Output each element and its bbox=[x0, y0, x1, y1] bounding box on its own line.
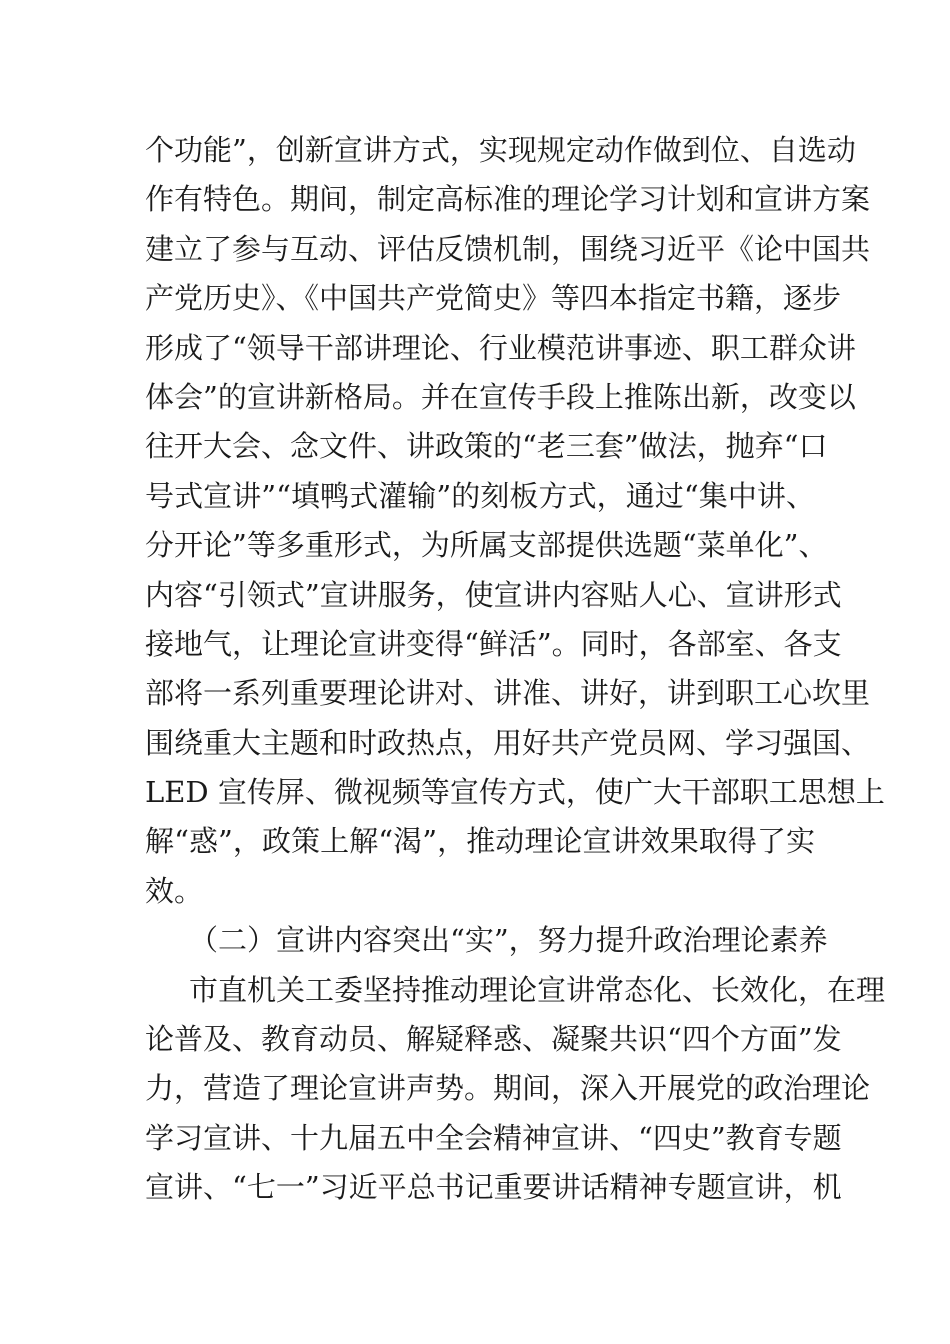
paragraph-line: 产党历史》、《中国共产党简史》等四本指定书籍，逐步 bbox=[145, 281, 842, 316]
paragraph-line: 号式宣讲”“填鸭式灌输”的刻板方式，通过“集中讲、 bbox=[145, 478, 815, 513]
paragraph-line: 部将一系列重要理论讲对、讲准、讲好，讲到职工心坎里 bbox=[145, 676, 871, 711]
paragraph-line: 力，营造了理论宣讲声势。期间，深入开展党的政治理论 bbox=[145, 1071, 871, 1106]
paragraph-line: 体会”的宣讲新格局。并在宣传手段上推陈出新，改变以 bbox=[145, 379, 856, 414]
section-heading: （二）宣讲内容突出“实”，努力提升政治理论素养 bbox=[189, 923, 828, 958]
paragraph-line: LED 宣传屏、微视频等宣传方式，使广大干部职工思想上 bbox=[145, 775, 885, 810]
paragraph-line: 往开大会、念文件、讲政策的“老三套”做法，抛弃“口 bbox=[145, 429, 828, 464]
paragraph-line: 学习宣讲、十九届五中全会精神宣讲、“四史”教育专题 bbox=[145, 1120, 842, 1155]
paragraph-line: 内容“引领式”宣讲服务，使宣讲内容贴人心、宣讲形式 bbox=[145, 577, 842, 612]
paragraph-line: 效。 bbox=[145, 873, 204, 908]
paragraph-line: 解“惑”，政策上解“渴”，推动理论宣讲效果取得了实 bbox=[145, 824, 815, 859]
paragraph-line: 市直机关工委坚持推动理论宣讲常态化、长效化，在理 bbox=[189, 972, 886, 1007]
paragraph-line: 论普及、教育动员、解疑释惑、凝聚共识“四个方面”发 bbox=[145, 1022, 842, 1057]
paragraph-line: 个功能”，创新宣讲方式，实现规定动作做到位、自选动 bbox=[145, 133, 856, 167]
paragraph-line: 接地气，让理论宣讲变得“鲜活”。同时，各部室、各支 bbox=[145, 626, 842, 661]
paragraph-line: 建立了参与互动、评估反馈机制，围绕习近平《论中国共 bbox=[145, 231, 871, 266]
paragraph-line: 宣讲、“七一”习近平总书记重要讲话精神专题宣讲，机 bbox=[145, 1170, 842, 1205]
document-body bbox=[145, 126, 886, 1213]
paragraph-line: 围绕重大主题和时政热点，用好共产党员网、学习强国、 bbox=[145, 725, 871, 760]
paragraph-line: 作有特色。期间，制定高标准的理论学习计划和宣讲方案 bbox=[145, 182, 871, 217]
paragraph-line: 形成了“领导干部讲理论、行业模范讲事迹、职工群众讲 bbox=[145, 330, 856, 365]
paragraph-line: 分开论”等多重形式，为所属支部提供选题“菜单化”、 bbox=[145, 528, 828, 563]
